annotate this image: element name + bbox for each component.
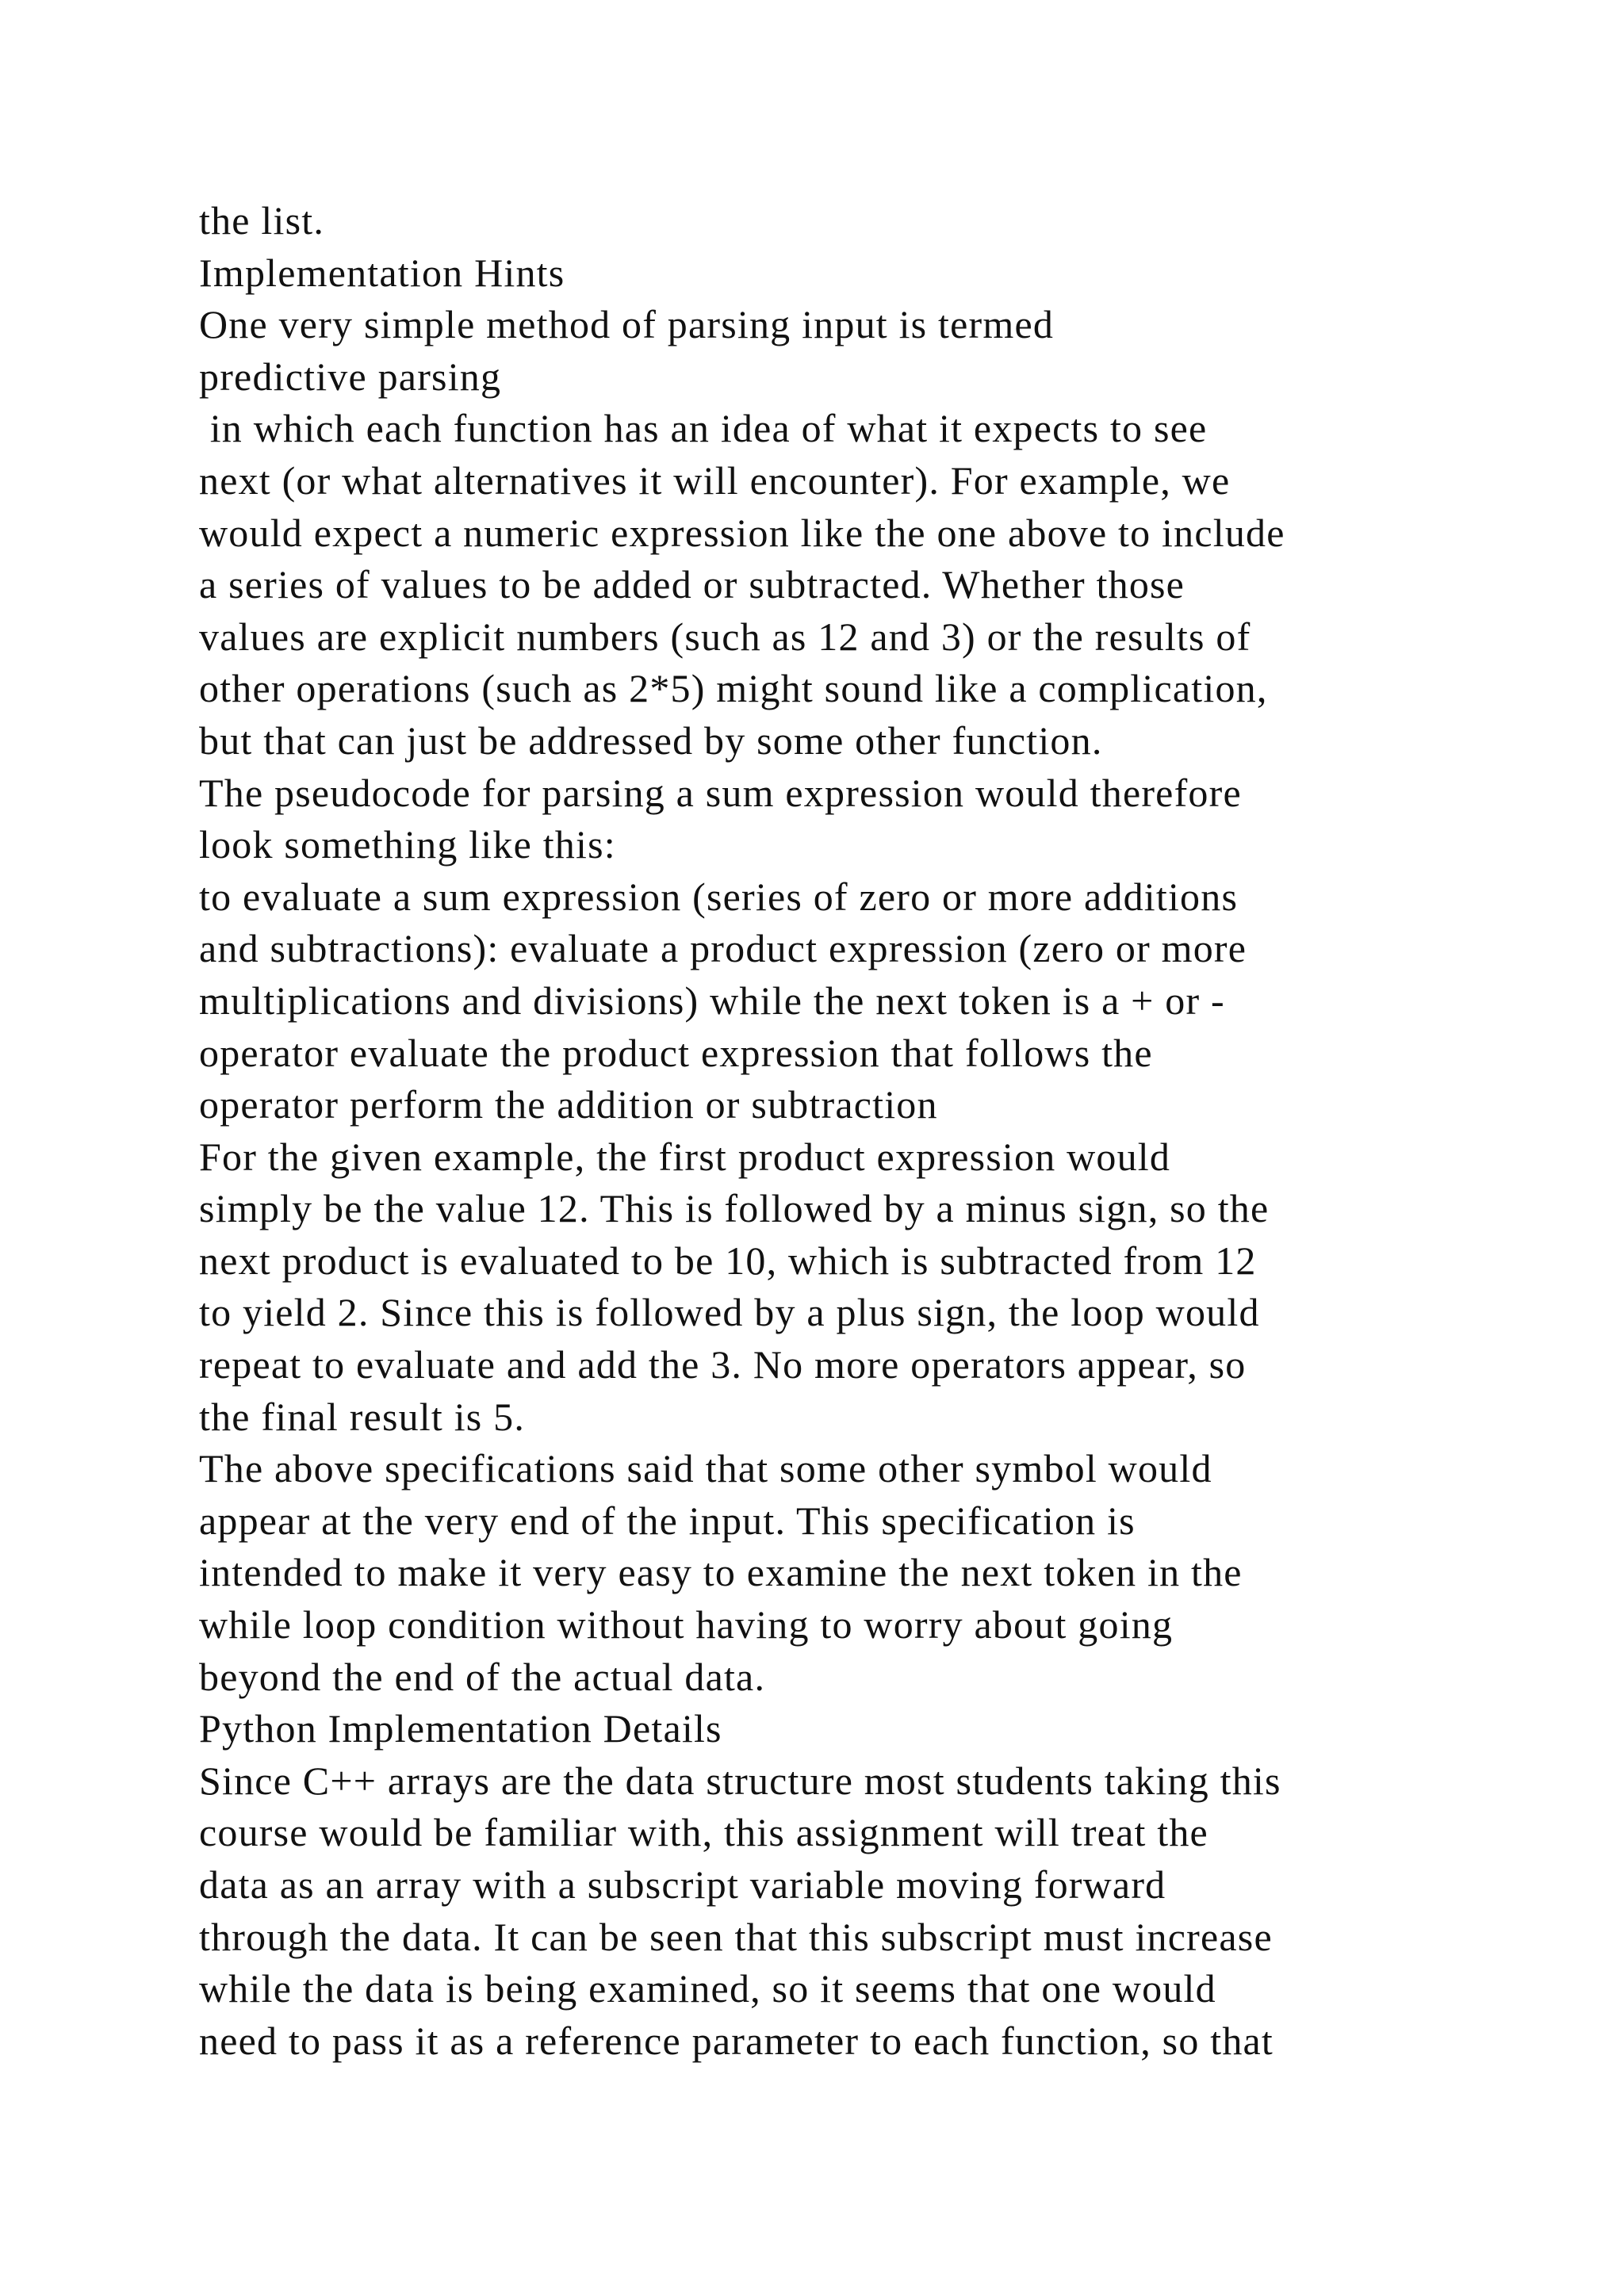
text-line: the final result is 5. xyxy=(199,1394,526,1439)
text-line: would expect a numeric expression like the one above to include xyxy=(199,510,1285,555)
text-line: beyond the end of the actual data. xyxy=(199,1654,766,1699)
text-line: predictive parsing xyxy=(199,354,502,399)
text-line: next product is evaluated to be 10, which is subtracted from 12 xyxy=(199,1238,1257,1283)
text-line: a series of values to be added or subtracted. Whether those xyxy=(199,562,1185,607)
section-heading: Implementation Hints xyxy=(199,250,565,295)
text-line: need to pass it as a reference parameter to each function, so that xyxy=(199,2018,1274,2063)
text-line: For the given example, the first product expression would xyxy=(199,1134,1171,1179)
text-line: One very simple method of parsing input is termed xyxy=(199,302,1055,347)
text-line: intended to make it very easy to examine the next token in the xyxy=(199,1550,1243,1595)
text-line: in which each function has an idea of what it expects to see xyxy=(199,406,1208,451)
text-line: to evaluate a sum expression (series of zero or more additions xyxy=(199,874,1239,919)
text-line: next (or what alternatives it will encounter). For example, we xyxy=(199,457,1231,503)
text-line: simply be the value 12. This is followed by a minus sign, so the xyxy=(199,1186,1270,1231)
text-line: multiplications and divisions) while the next token is a + or - xyxy=(199,978,1225,1023)
text-line: Since C++ arrays are the data structure most students taking this xyxy=(199,1758,1281,1803)
text-line: repeat to evaluate and add the 3. No more operators appear, so xyxy=(199,1342,1247,1387)
section-heading: Python Implementation Details xyxy=(199,1706,722,1751)
text-line: appear at the very end of the input. This specification is xyxy=(199,1498,1136,1543)
text-line: The above specifications said that some other symbol would xyxy=(199,1446,1212,1491)
text-line: The pseudocode for parsing a sum expression would therefore xyxy=(199,770,1242,815)
text-line: operator evaluate the product expression that follows the xyxy=(199,1030,1153,1075)
text-line: values are explicit numbers (such as 12 and 3) or the results of xyxy=(199,614,1251,659)
text-line: while loop condition without having to worry about going xyxy=(199,1602,1174,1647)
document-body xyxy=(199,195,1563,2067)
text-line: to yield 2. Since this is followed by a plus sign, the loop would xyxy=(199,1290,1260,1335)
text-line: the list. xyxy=(199,198,325,243)
text-line: while the data is being examined, so it seems that one would xyxy=(199,1966,1216,2011)
text-line: but that can just be addressed by some other function. xyxy=(199,718,1103,763)
text-line: course would be familiar with, this assignment will treat the xyxy=(199,1810,1208,1855)
text-line: data as an array with a subscript variable moving forward xyxy=(199,1862,1166,1907)
text-line: look something like this: xyxy=(199,822,616,867)
text-line: other operations (such as 2*5) might sound like a complication, xyxy=(199,666,1268,711)
text-line: and subtractions): evaluate a product expression (zero or more xyxy=(199,926,1247,971)
text-line: through the data. It can be seen that this subscript must increase xyxy=(199,1914,1273,1959)
text-line: operator perform the addition or subtraction xyxy=(199,1082,938,1127)
